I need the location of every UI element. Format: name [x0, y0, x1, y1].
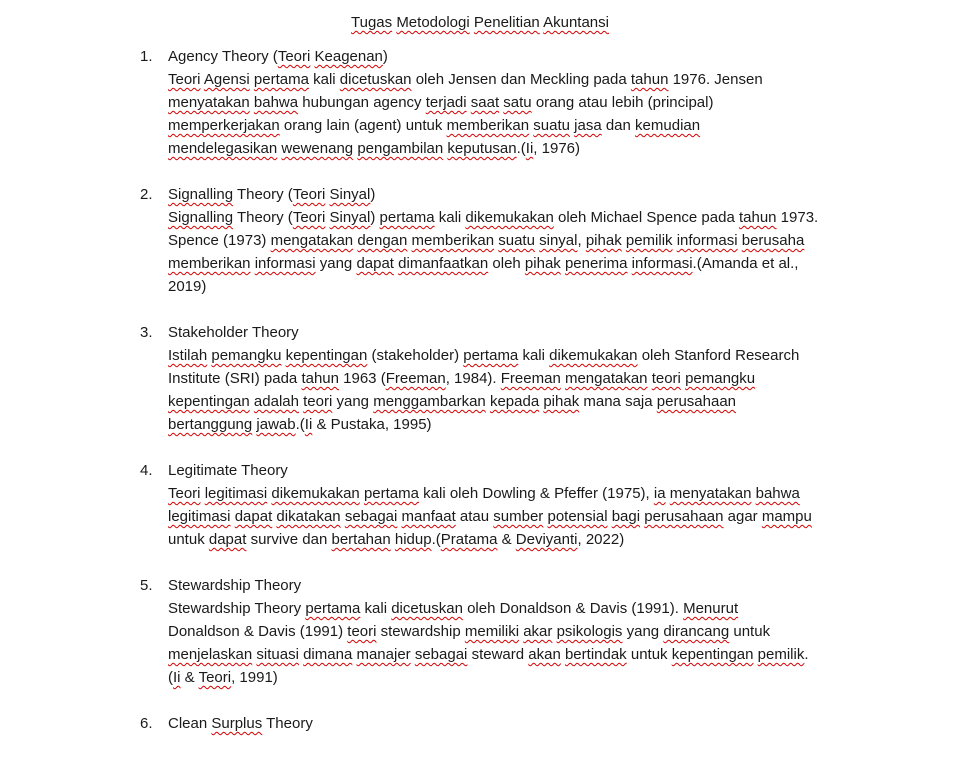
spellcheck-flagged-word[interactable]: kepentingan — [671, 646, 754, 663]
spellcheck-flagged-word[interactable]: pemangku — [685, 370, 756, 387]
body-line: legitimasi dapat dikatakan sebagai manfaat atau sumber potensial bagi perusahaan agar mampu — [168, 508, 812, 525]
list-item-number: 2. — [140, 186, 153, 203]
spellcheck-flagged-word[interactable]: kepentingan — [168, 393, 250, 410]
body-line: Spence (1973) mengatakan dengan memberikan suatu sinyal, pihak pemilik informasi berusaha — [168, 232, 805, 249]
spellcheck-flagged-word[interactable]: Ii — [304, 416, 313, 433]
spellcheck-flagged-word[interactable]: akar — [523, 623, 553, 640]
list-item-heading: Signalling Theory (Teori Sinyal) — [168, 186, 376, 203]
list-item-heading: Clean Surplus Theory — [168, 715, 313, 732]
spellcheck-flagged-word[interactable]: memperkerjakan — [168, 117, 280, 134]
body-line: memperkerjakan orang lain (agent) untuk memberikan suatu jasa dan kemudian — [168, 117, 701, 134]
spellcheck-flagged-word[interactable]: pertama — [463, 347, 519, 364]
spellcheck-flagged-word[interactable]: Sinyal — [329, 186, 371, 203]
list-item-number: 3. — [140, 324, 153, 341]
list-item-number: 6. — [140, 715, 153, 732]
spellcheck-flagged-word[interactable]: manfaat — [401, 508, 456, 525]
spellcheck-flagged-word[interactable]: menyatakan — [168, 94, 250, 111]
spellcheck-flagged-word[interactable]: Teori — [292, 186, 326, 203]
spellcheck-flagged-word[interactable]: bertanggung — [168, 416, 253, 433]
spellcheck-flagged-word[interactable]: Istilah — [168, 347, 208, 364]
body-line: mendelegasikan wewenang pengambilan keputusan.(Ii, 1976) — [168, 140, 580, 157]
spellcheck-flagged-word[interactable]: sumber — [493, 508, 544, 525]
spellcheck-flagged-word[interactable]: Freeman — [500, 370, 561, 387]
spellcheck-flagged-word[interactable]: Signalling — [168, 186, 234, 203]
spellcheck-flagged-word[interactable]: tahun — [630, 71, 669, 88]
spellcheck-flagged-word[interactable]: kepentingan — [285, 347, 368, 364]
body-line: menjelaskan situasi dimana manajer sebagai steward akan bertindak untuk kepentingan pemilik. — [168, 646, 809, 663]
spellcheck-flagged-word[interactable]: Ii — [525, 140, 534, 157]
list-item-body — [168, 206, 860, 298]
spellcheck-flagged-word[interactable]: pengambilan — [357, 140, 444, 157]
spellcheck-flagged-word[interactable]: memberikan — [411, 232, 495, 249]
spellcheck-flagged-word[interactable]: bertindak — [564, 646, 627, 663]
spellcheck-flagged-word[interactable]: jasa — [574, 117, 602, 134]
numbered-list — [140, 45, 860, 758]
body-line: (Ii & Teori, 1991) — [168, 669, 278, 686]
spellcheck-flagged-word[interactable]: dikemukakan — [549, 347, 638, 364]
body-line: Istilah pemangku kepentingan (stakeholder) pertama kali dikemukakan oleh Stanford Research — [168, 347, 800, 364]
document-title-text — [351, 14, 609, 31]
spellcheck-flagged-word[interactable]: Teori — [198, 669, 232, 686]
spellcheck-flagged-word[interactable]: legitimasi — [204, 485, 268, 502]
spellcheck-flagged-word[interactable]: dikatakan — [276, 508, 341, 525]
spellcheck-flagged-word[interactable]: hidup — [394, 531, 432, 548]
spellcheck-flagged-word[interactable]: kepada — [489, 393, 540, 410]
spellcheck-flagged-word[interactable]: dimana — [303, 646, 353, 663]
body-line: Donaldson & Davis (1991) teori stewardship memiliki akar psikologis yang dirancang untuk — [168, 623, 771, 640]
spellcheck-flagged-word[interactable]: informasi — [254, 255, 316, 272]
body-line: 2019) — [168, 278, 207, 295]
body-line: bertanggung jawab.(Ii & Pustaka, 1995) — [168, 416, 432, 433]
body-line: menyatakan bahwa hubungan agency terjadi saat satu orang atau lebih (principal) — [168, 94, 714, 111]
spellcheck-flagged-word[interactable]: penerima — [564, 255, 628, 272]
spellcheck-flagged-word[interactable]: ia — [653, 485, 666, 502]
spellcheck-flagged-word[interactable]: sebagai — [414, 646, 468, 663]
list-item — [140, 574, 860, 689]
spellcheck-flagged-word[interactable]: dicetuskan — [339, 71, 412, 88]
spellcheck-flagged-word[interactable]: mengatakan — [564, 370, 648, 387]
spellcheck-flagged-word[interactable]: dikemukakan — [465, 209, 554, 226]
list-item — [140, 321, 860, 436]
list-item-body — [168, 68, 860, 160]
spellcheck-flagged-word[interactable]: menjelaskan — [168, 646, 253, 663]
spellcheck-flagged-word[interactable]: Sinyal — [329, 209, 371, 226]
list-item — [140, 459, 860, 551]
spellcheck-flagged-word[interactable]: Tugas — [351, 14, 393, 31]
spellcheck-flagged-word[interactable]: bahwa — [253, 94, 299, 111]
spellcheck-flagged-word[interactable]: mendelegasikan — [168, 140, 278, 157]
spellcheck-flagged-word[interactable]: teori — [347, 623, 377, 640]
spellcheck-flagged-word[interactable]: pihak — [543, 393, 580, 410]
spellcheck-flagged-word[interactable]: situasi — [256, 646, 299, 663]
list-item-heading: Stewardship Theory — [168, 577, 302, 594]
spellcheck-flagged-word[interactable]: Signalling — [168, 209, 234, 226]
list-item — [140, 712, 860, 735]
spellcheck-flagged-word[interactable]: informasi — [631, 255, 693, 272]
document-title — [0, 12, 960, 34]
spellcheck-flagged-word[interactable]: berusaha — [741, 232, 805, 249]
body-line: Signalling Theory (Teori Sinyal) pertama kali dikemukakan oleh Michael Spence pada tahun 1973. — [168, 209, 819, 226]
spellcheck-flagged-word[interactable]: adalah — [253, 393, 299, 410]
spellcheck-flagged-word[interactable]: memberikan — [446, 117, 530, 134]
body-line: memberikan informasi yang dapat dimanfaatkan oleh pihak penerima informasi.(Amanda et al., — [168, 255, 799, 272]
list-item — [140, 183, 860, 298]
spellcheck-flagged-word[interactable]: satu — [503, 94, 532, 111]
spellcheck-flagged-word[interactable]: bertahan — [331, 531, 391, 548]
spellcheck-flagged-word[interactable]: mengatakan — [270, 232, 354, 249]
spellcheck-flagged-word[interactable]: pemilik — [757, 646, 805, 663]
spellcheck-flagged-word[interactable]: dapat — [208, 531, 247, 548]
spellcheck-flagged-word[interactable]: Agensi — [203, 71, 250, 88]
spellcheck-flagged-word[interactable]: Penelitian — [473, 14, 540, 31]
spellcheck-flagged-word[interactable]: teori — [651, 370, 681, 387]
spellcheck-flagged-word[interactable]: pertama — [305, 600, 361, 617]
spellcheck-flagged-word[interactable]: Teori — [277, 48, 311, 65]
spellcheck-flagged-word[interactable]: pihak — [524, 255, 561, 272]
spellcheck-flagged-word[interactable]: pertama — [363, 485, 419, 502]
spellcheck-flagged-word[interactable]: menyatakan — [669, 485, 752, 502]
spellcheck-flagged-word[interactable]: perusahaan — [644, 508, 724, 525]
spellcheck-flagged-word[interactable]: pertama — [379, 209, 435, 226]
spellcheck-flagged-word[interactable]: suatu — [533, 117, 570, 134]
spellcheck-flagged-word[interactable]: pihak — [585, 232, 622, 249]
body-line: Teori Agensi pertama kali dicetuskan oleh Jensen dan Meckling pada tahun 1976. Jensen — [168, 71, 763, 88]
list-item-heading: Agency Theory (Teori Keagenan) — [168, 48, 388, 65]
spellcheck-flagged-word[interactable]: tahun — [738, 209, 777, 226]
spellcheck-flagged-word[interactable]: dicetuskan — [391, 600, 463, 617]
list-item-number: 5. — [140, 577, 153, 594]
spellcheck-flagged-word[interactable]: wewenang — [281, 140, 354, 157]
spellcheck-flagged-word[interactable]: saat — [470, 94, 500, 111]
spellcheck-flagged-word[interactable]: menggambarkan — [373, 393, 486, 410]
spellcheck-flagged-word[interactable]: suatu — [498, 232, 535, 249]
spellcheck-flagged-word[interactable]: dikemukakan — [271, 485, 360, 502]
spellcheck-flagged-word[interactable]: Surplus — [211, 715, 263, 732]
spellcheck-flagged-word[interactable]: potensial — [547, 508, 608, 525]
spellcheck-flagged-word[interactable]: kemudian — [635, 117, 701, 134]
spellcheck-flagged-word[interactable]: psikologis — [556, 623, 623, 640]
body-line: untuk dapat survive dan bertahan hidup.(Pratama & Deviyanti, 2022) — [168, 531, 625, 548]
spellcheck-flagged-word[interactable]: Pratama — [440, 531, 498, 548]
list-item-body — [168, 597, 860, 689]
spellcheck-flagged-word[interactable]: bahwa — [755, 485, 800, 502]
spellcheck-flagged-word[interactable]: dimanfaatkan — [398, 255, 489, 272]
spellcheck-flagged-word[interactable]: Teori — [168, 485, 201, 502]
spellcheck-flagged-word[interactable]: Menurut — [683, 600, 739, 617]
list-item-number: 1. — [140, 48, 153, 65]
spellcheck-flagged-word[interactable]: jawab — [256, 416, 296, 433]
spellcheck-flagged-word[interactable]: Akuntansi — [543, 14, 609, 31]
list-item-number: 4. — [140, 462, 153, 479]
spellcheck-flagged-word[interactable]: informasi — [676, 232, 738, 249]
spellcheck-flagged-word[interactable]: Teori — [292, 209, 326, 226]
spellcheck-flagged-word[interactable]: manajer — [356, 646, 411, 663]
list-item-heading: Legitimate Theory — [168, 462, 288, 479]
spellcheck-flagged-word[interactable]: dengan — [357, 232, 408, 249]
spellcheck-flagged-word[interactable]: Keagenan — [314, 48, 383, 65]
spellcheck-flagged-word[interactable]: bagi — [611, 508, 641, 525]
list-item-body — [168, 482, 860, 551]
body-line: Institute (SRI) pada tahun 1963 (Freeman, 1984). Freeman mengatakan teori pemangku — [168, 370, 756, 387]
spellcheck-flagged-word[interactable]: sebagai — [344, 508, 398, 525]
spellcheck-flagged-word[interactable]: Metodologi — [396, 14, 470, 31]
spellcheck-flagged-word[interactable]: sinyal — [539, 232, 578, 249]
spellcheck-flagged-word[interactable]: pemilik — [625, 232, 673, 249]
spellcheck-flagged-word[interactable]: mampu — [761, 508, 812, 525]
spellcheck-flagged-word[interactable]: Ii — [173, 669, 181, 686]
spellcheck-flagged-word[interactable]: pertama — [253, 71, 309, 88]
spellcheck-flagged-word[interactable]: memiliki — [464, 623, 520, 640]
spellcheck-flagged-word[interactable]: legitimasi — [168, 508, 231, 525]
list-item-body — [168, 344, 860, 436]
list-item-heading: Stakeholder Theory — [168, 324, 299, 341]
spellcheck-flagged-word[interactable]: pemangku — [211, 347, 282, 364]
spellcheck-flagged-word[interactable]: dirancang — [663, 623, 730, 640]
spellcheck-flagged-word[interactable]: akan — [528, 646, 561, 663]
spellcheck-flagged-word[interactable]: dapat — [356, 255, 394, 272]
spellcheck-flagged-word[interactable]: keputusan — [447, 140, 517, 157]
spellcheck-flagged-word[interactable]: tahun — [301, 370, 339, 387]
spellcheck-flagged-word[interactable]: perusahaan — [656, 393, 737, 410]
list-item — [140, 45, 860, 160]
spellcheck-flagged-word[interactable]: Teori — [168, 71, 201, 88]
body-line: kepentingan adalah teori yang menggambarkan kepada pihak mana saja perusahaan — [168, 393, 737, 410]
spellcheck-flagged-word[interactable]: Freeman — [385, 370, 446, 387]
body-line: Teori legitimasi dikemukakan pertama kali oleh Dowling & Pfeffer (1975), ia menyatakan bahwa — [168, 485, 800, 502]
spellcheck-flagged-word[interactable]: dapat — [234, 508, 273, 525]
spellcheck-flagged-word[interactable]: terjadi — [425, 94, 467, 111]
body-line: Stewardship Theory pertama kali dicetuskan oleh Donaldson & Davis (1991). Menurut — [168, 600, 739, 617]
spellcheck-flagged-word[interactable]: Deviyanti — [515, 531, 578, 548]
spellcheck-flagged-word[interactable]: teori — [303, 393, 333, 410]
spellcheck-flagged-word[interactable]: memberikan — [168, 255, 251, 272]
